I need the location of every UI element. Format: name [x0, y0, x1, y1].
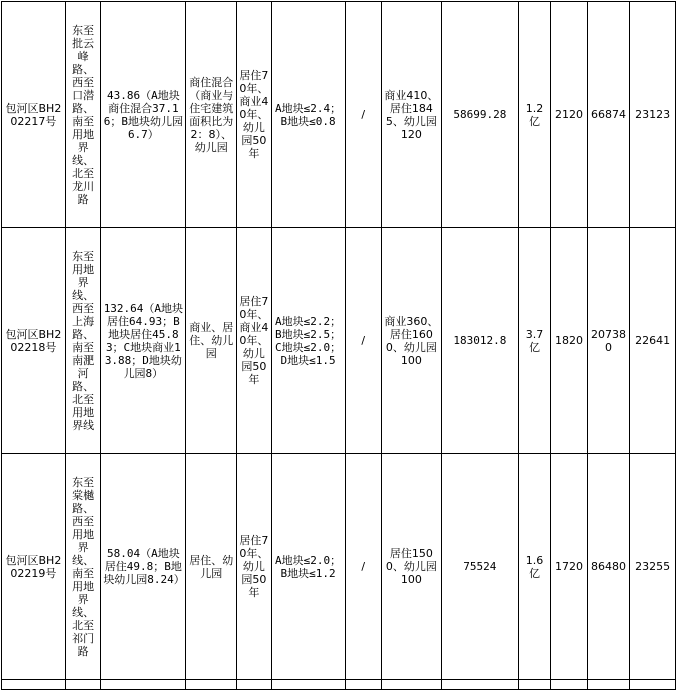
price-limit-cell: 商业360、居住1600、幼儿园100 [382, 228, 442, 454]
table-row [2, 454, 676, 680]
boundary-cell: 东至用地界线、西至上海路、南至南淝河路、北至用地界线 [65, 228, 100, 454]
starting-price-cell: 3.7亿 [518, 228, 550, 454]
unit-price-cell: 23123 [630, 2, 676, 228]
price-limit-cell: 商业410、居住1845、幼儿园120 [382, 2, 442, 228]
starting-price-cell: 1.6亿 [518, 454, 550, 680]
boundary-cell: 东至棠樾路、西至用地界线、南至用地界线、北至祁门路 [65, 454, 100, 680]
total-cell: 66874 [587, 2, 630, 228]
floor-area-cell: 58699.28 [441, 2, 518, 228]
parcel-id-cell: 包河区BH202219号 [2, 454, 66, 680]
far-cell: A地块≤2.4；B地块≤0.8 [271, 2, 345, 228]
starting-price-cell: 1.2亿 [518, 2, 550, 228]
extra-cell: / [345, 228, 381, 454]
price-limit-cell: 居住1500、幼儿园100 [382, 454, 442, 680]
unit-price-cell: 23255 [630, 454, 676, 680]
term-cell: 居住70年、幼儿园50年 [237, 454, 271, 680]
extra-cell: / [345, 454, 381, 680]
parcel-id-cell: 包河区BH202217号 [2, 2, 66, 228]
area-cell: 58.04（A地块居住49.8；B地块幼儿园8.24） [101, 454, 186, 680]
land-parcel-table [1, 1, 676, 690]
term-cell: 居住70年、商业40年、幼儿园50年 [237, 2, 271, 228]
far-cell: A地块≤2.0；B地块≤1.2 [271, 454, 345, 680]
table-row [2, 2, 676, 228]
term-cell: 居住70年、商业40年、幼儿园50年 [237, 228, 271, 454]
far-cell: A地块≤2.2；B地块≤2.5；C地块≤2.0；D地块≤1.5 [271, 228, 345, 454]
table-row-partial [2, 680, 676, 690]
parcel-id-cell: 包河区BH202218号 [2, 228, 66, 454]
use-cell: 商业、居住、幼儿园 [186, 228, 237, 454]
use-cell: 居住、幼儿园 [186, 454, 237, 680]
floor-area-cell: 183012.8 [441, 228, 518, 454]
extra-cell: / [345, 2, 381, 228]
unit-price-cell: 22641 [630, 228, 676, 454]
floor-area-cell: 75524 [441, 454, 518, 680]
table-row [2, 228, 676, 454]
deposit-cell: 1720 [551, 454, 587, 680]
boundary-cell: 东至批云峰路、西至口潜路、南至用地界线、北至龙川路 [65, 2, 100, 228]
area-cell: 132.64（A地块居住64.93；B地块居住45.83；C地块商业13.88；D地块幼儿园8） [101, 228, 186, 454]
deposit-cell: 1820 [551, 228, 587, 454]
total-cell: 207380 [587, 228, 630, 454]
use-cell: 商住混合（商业与住宅建筑面积比为2：8）、幼儿园 [186, 2, 237, 228]
total-cell: 86480 [587, 454, 630, 680]
deposit-cell: 2120 [551, 2, 587, 228]
area-cell: 43.86（A地块商住混合37.16；B地块幼儿园6.7） [101, 2, 186, 228]
